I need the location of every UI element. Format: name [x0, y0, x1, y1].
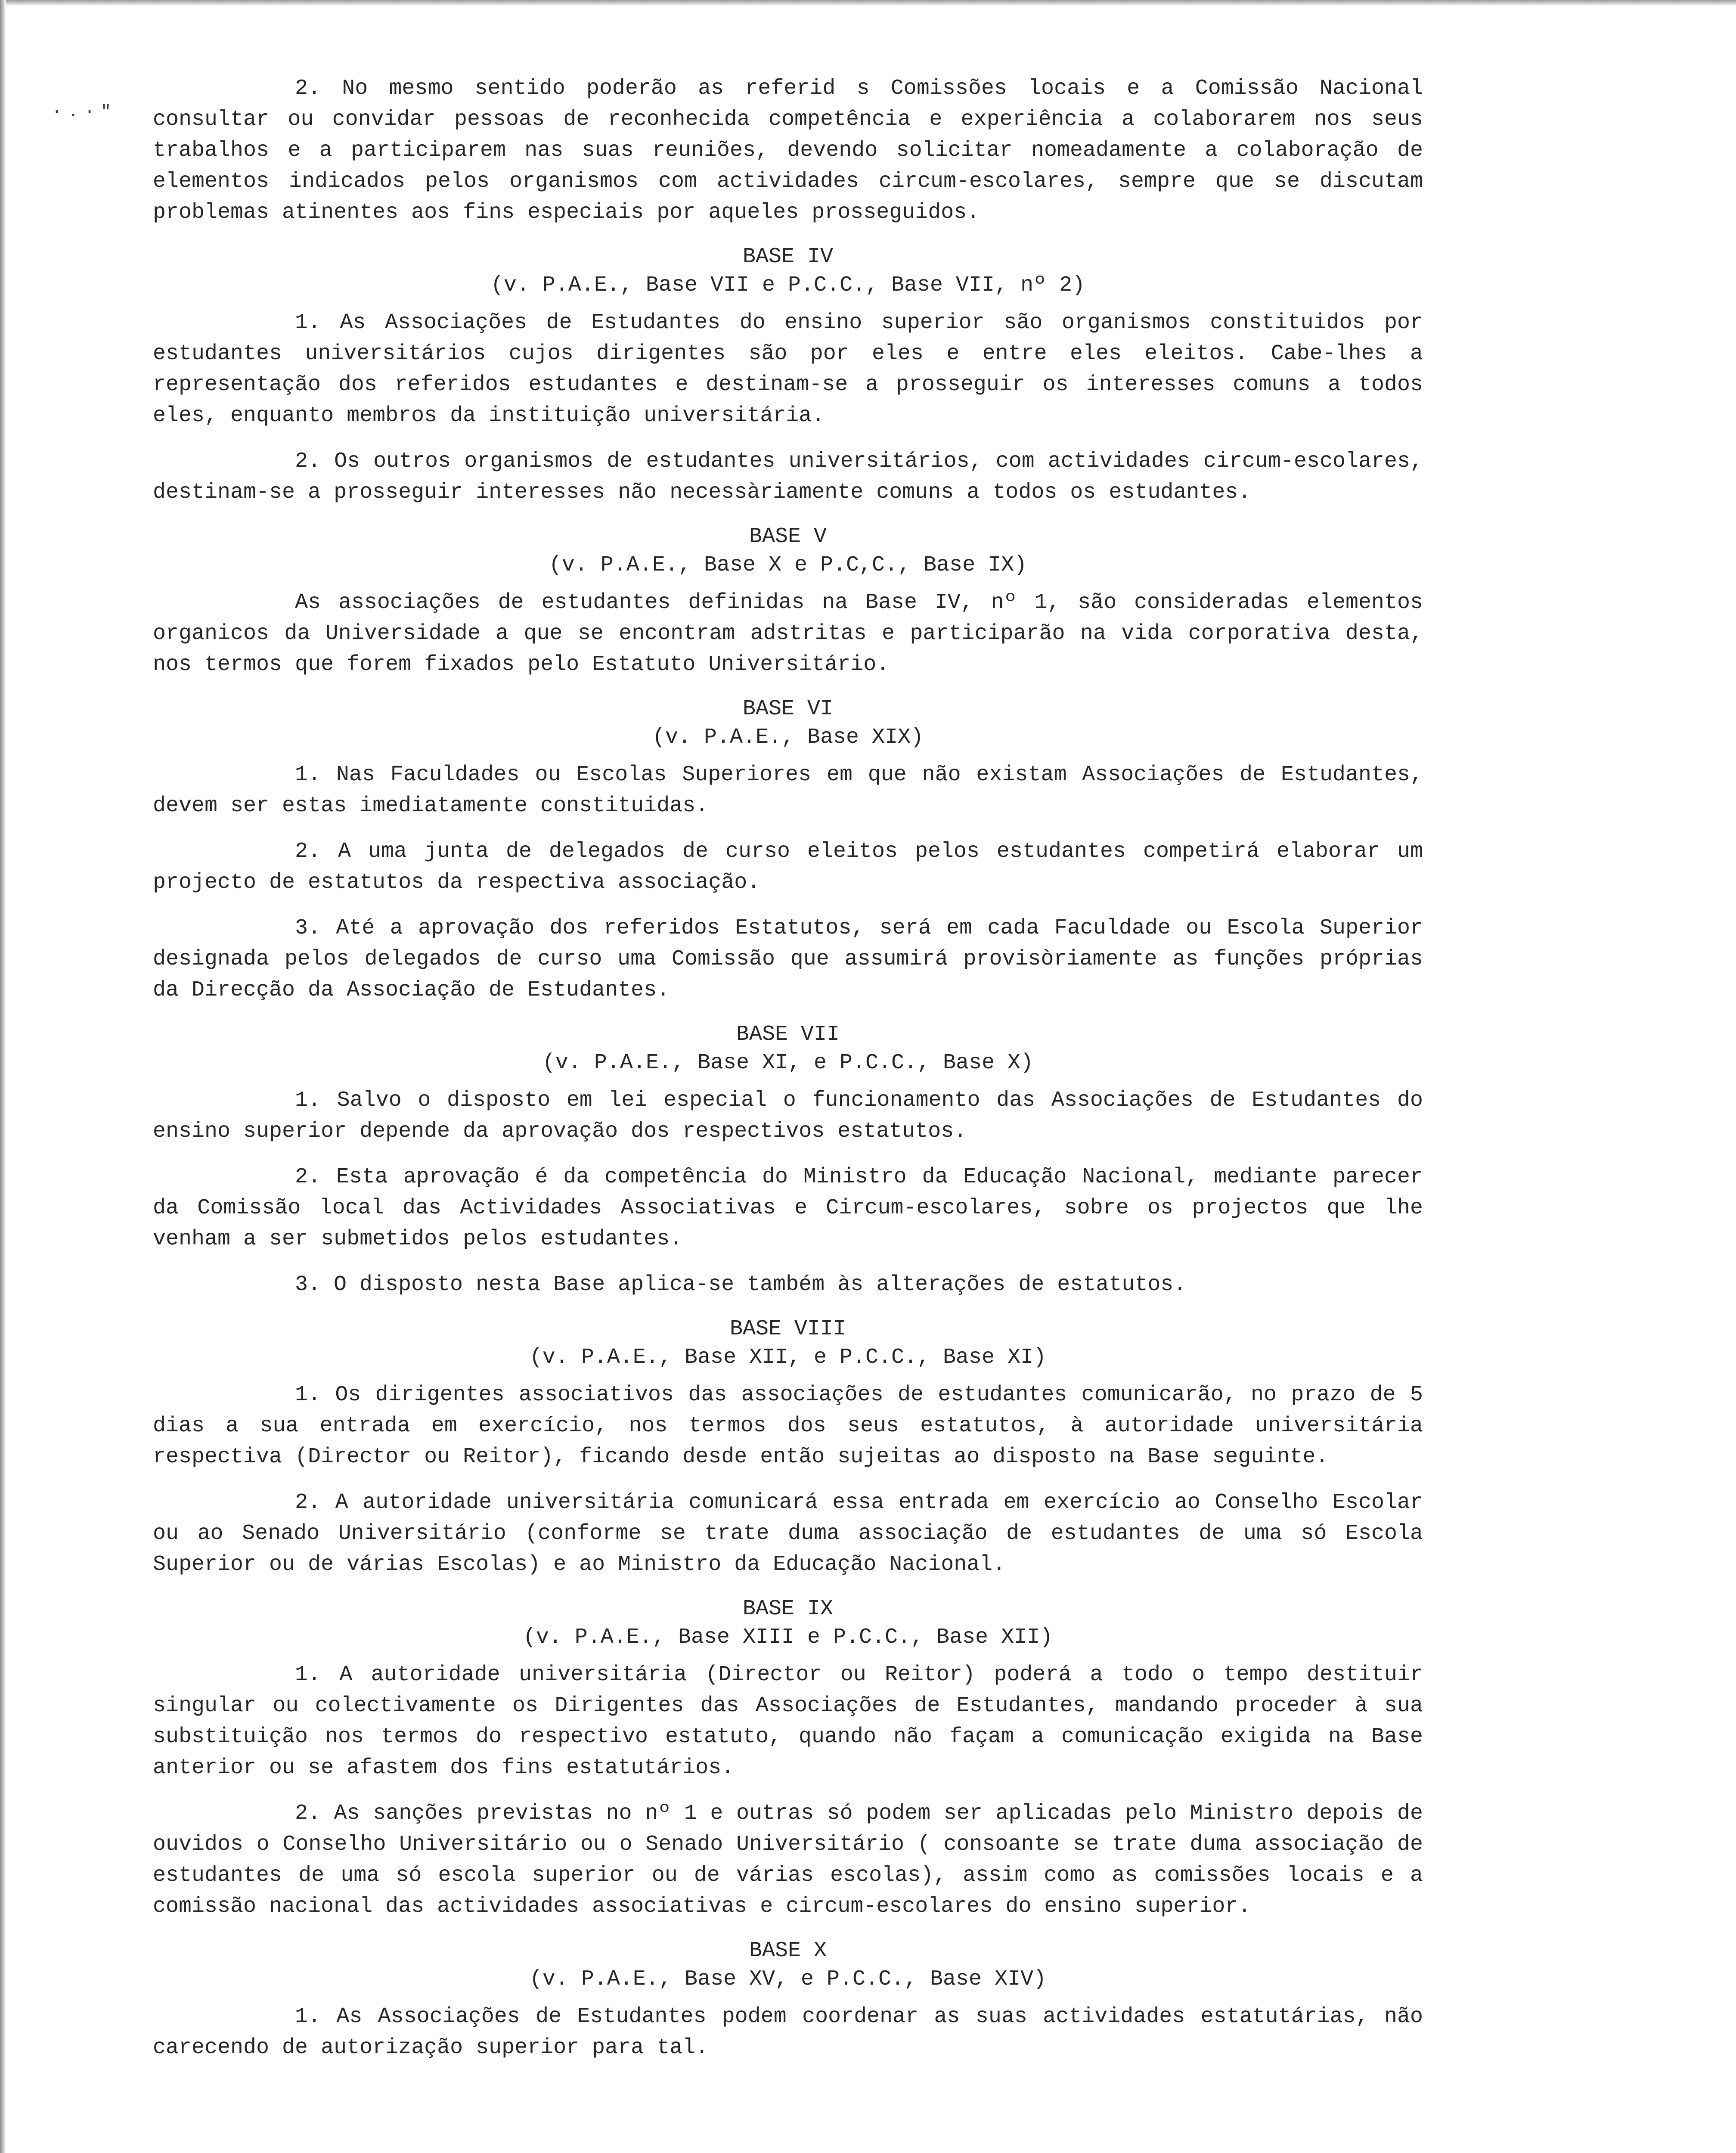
base-heading — [153, 1021, 1423, 1077]
document-body — [153, 73, 1423, 2078]
base-reference: (v. P.A.E., Base XII, e P.C.C., Base XI) — [529, 1345, 1047, 1370]
base-title: BASE V — [749, 524, 827, 549]
base-reference: (v. P.A.E., Base X e P.C,C., Base IX) — [549, 553, 1027, 577]
scan-top-edge — [0, 0, 1736, 6]
base-heading — [153, 243, 1423, 300]
paragraph: 1. Nas Faculdades ou Escolas Superiores em que não existam Associações de Estudantes, devem ser estas imediatamente constituidas. — [153, 763, 1423, 818]
base-title: BASE VII — [736, 1022, 840, 1047]
paragraph: 2. No mesmo sentido poderão as referid s Comissões locais e a Comissão Nacional consultar ou convidar pessoas de reconhecida competência e experiência a colaborarem nos seus trabalhos e a participarem nas suas reuniões, devendo solicitar nomeadamente a colaboração de elementos indicados pelos organismos com actividades circum-escolares, sempre que se discutam problemas atinentes aos fins especiais por aqueles prosseguidos. — [153, 76, 1423, 225]
base-heading — [153, 1315, 1423, 1372]
base-reference: (v. P.A.E., Base XV, e P.C.C., Base XIV) — [529, 1967, 1047, 1992]
margin-marks: ·.·" — [52, 102, 118, 122]
base-title: BASE VIII — [729, 1317, 846, 1341]
base-title: BASE VI — [742, 697, 834, 721]
paragraph: 1. As Associações de Estudantes do ensino superior são organismos constituidos por estudantes universitários cujos dirigentes são por eles e entre eles eleitos. Cabe-lhes a representação dos referidos estudantes e destinam-se a prosseguir os interesses comuns a todos eles, enquanto membros da instituição universitária. — [153, 310, 1423, 428]
base-reference: (v. P.A.E., Base VII e P.C.C., Base VII, nº 2) — [490, 273, 1085, 298]
paragraph: 1. Salvo o disposto em lei especial o funcionamento das Associações de Estudantes do ensino superior depende da aprovação dos respectivos estatutos. — [153, 1088, 1423, 1144]
paragraph: 1. A autoridade universitária (Director ou Reitor) poderá a todo o tempo destituir singular ou colectivamente os Dirigentes das Associações de Estudantes, mandando proceder à sua substituição nos termos do respectivo estatuto, quando não façam a comunicação exigida na Base anterior ou se afastem dos fins estatutários. — [153, 1663, 1423, 1780]
paragraph: 2. A autoridade universitária comunicará essa entrada em exercício ao Conselho Escolar ou ao Senado Universitário (conforme se trate duma associação de estudantes de uma só Escola Superior ou de várias Escolas) e ao Ministro da Educação Nacional. — [153, 1490, 1423, 1577]
base-title: BASE IX — [742, 1597, 834, 1621]
base-reference: (v. P.A.E., Base XIII e P.C.C., Base XII) — [523, 1625, 1053, 1650]
paragraph: 2. Esta aprovação é da competência do Ministro da Educação Nacional, mediante parecer da Comissão local das Actividades Associativas e Circum-escolares, sobre os projectos que lhe venham a ser submetidos pelos estudantes. — [153, 1165, 1423, 1251]
base-heading — [153, 695, 1423, 752]
base-reference: (v. P.A.E., Base XIX) — [652, 725, 924, 750]
paragraph: 3. O disposto nesta Base aplica-se também às alterações de estatutos. — [295, 1272, 1187, 1297]
paragraph: 2. Os outros organismos de estudantes universitários, com actividades circum-escolares, destinam-se a prosseguir interesses não necessàriamente comuns a todos os estudantes. — [153, 449, 1423, 505]
paragraph: 2. A uma junta de delegados de curso eleitos pelos estudantes competirá elaborar um projecto de estatutos da respectiva associação. — [153, 839, 1423, 895]
scan-left-edge — [0, 0, 6, 2153]
base-heading — [153, 1595, 1423, 1652]
paragraph: 1. Os dirigentes associativos das associações de estudantes comunicarão, no prazo de 5 dias a sua entrada em exercício, nos termos dos seus estatutos, à autoridade universitária respectiva (Director ou Reitor), ficando desde então sujeitas ao disposto na Base seguinte. — [153, 1383, 1423, 1469]
base-title: BASE X — [749, 1939, 827, 1963]
paragraph: As associações de estudantes definidas na Base IV, nº 1, são consideradas elementos organicos da Universidade a que se encontram adstritas e participarão na vida corporativa desta, nos termos que forem fixados pelo Estatuto Universitário. — [153, 590, 1423, 677]
paragraph: 3. Até a aprovação dos referidos Estatutos, será em cada Faculdade ou Escola Superior designada pelos delegados de curso uma Comissão que assumirá provisòriamente as funções próprias da Direcção da Associação de Estudantes. — [153, 916, 1423, 1002]
base-heading — [153, 1937, 1423, 1994]
paragraph: 1. As Associações de Estudantes podem coordenar as suas actividades estatutárias, não carecendo de autorização superior para tal. — [153, 2004, 1423, 2060]
base-reference: (v. P.A.E., Base XI, e P.C.C., Base X) — [542, 1051, 1034, 1075]
base-title: BASE IV — [742, 245, 834, 269]
base-heading — [153, 523, 1423, 580]
paragraph: 2. As sanções previstas no nº 1 e outras só podem ser aplicadas pelo Ministro depois de ouvidos o Conselho Universitário ou o Senado Universitário ( consoante se trate duma associação de estudantes de uma só escola superior ou de várias escolas), assim como as comissões locais e a comissão nacional das actividades associativas e circum-escolares do ensino superior. — [153, 1801, 1423, 1919]
